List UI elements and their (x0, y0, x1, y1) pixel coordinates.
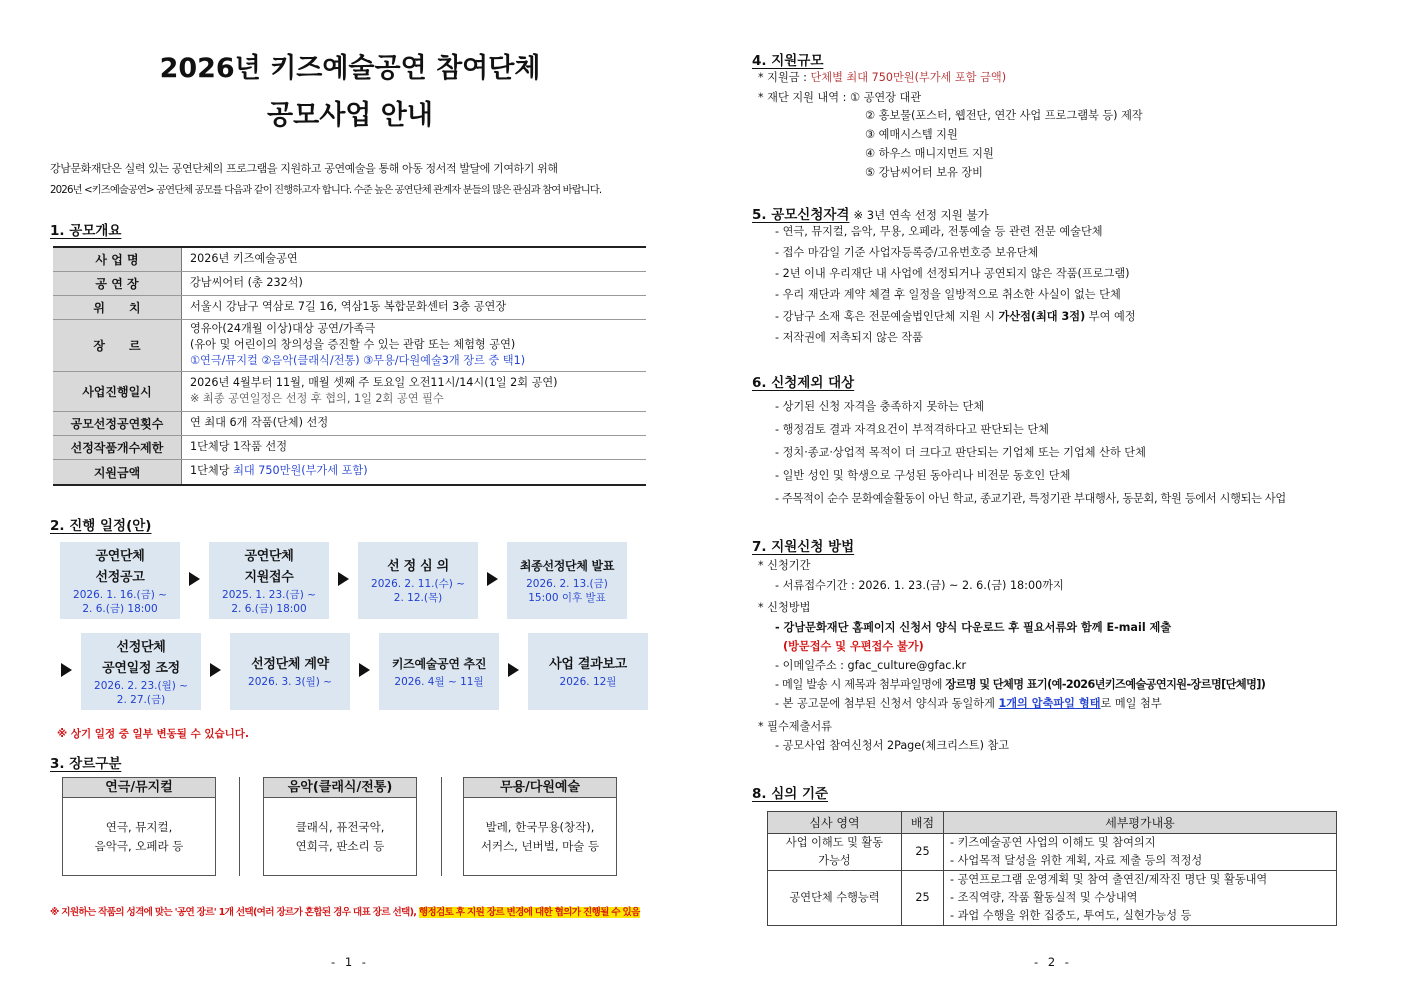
step-date: 2. 6.(금) 18:00 (231, 602, 307, 615)
schedule-step-2 (209, 542, 329, 619)
criteria-header: 세부평가내용 (944, 812, 1337, 834)
schedule-step-6 (230, 633, 350, 710)
overview-label: 사업진행일시 (53, 372, 182, 411)
criteria-header: 심사 영역 (768, 812, 902, 834)
doc-title-line1: 2026년 키즈예술공연 참여단체 (159, 53, 541, 84)
overview-row (53, 436, 646, 460)
step-date: 2. 12.(목) (393, 592, 443, 604)
criteria-detail (944, 834, 1337, 871)
page-1 (0, 0, 700, 992)
genre-body (63, 798, 215, 856)
genre-head: 연극/뮤지컬 (63, 778, 215, 798)
page-2 (703, 0, 1403, 992)
s6-item: - 주목적이 순수 문화예술활동이 아닌 학교, 종교기관, 특정기관 부대행사, 동문회, 학원 등에서 시행되는 사업 (775, 492, 1286, 505)
s5-item: - 2년 이내 우리재단 내 사업에 선정되거나 공연되지 않은 작품(프로그램) (775, 267, 1130, 280)
s7-line: * 신청방법 (758, 601, 811, 614)
step-title: 선정공고 (95, 569, 145, 585)
genre-line: 연희극, 판소리 등 (295, 839, 385, 853)
genre-desc-line3: ①연극/뮤지컬 ②음악(클래식/전통) ③무용/다원예술3개 장르 중 택1) (190, 354, 526, 367)
arrow-right-icon (338, 572, 349, 586)
overview-value: 1단체당 1작품 선정 (190, 440, 287, 453)
s7-line (775, 676, 1265, 694)
section-5-note: ※ 3년 연속 선정 지원 불가 (853, 208, 989, 222)
genre-line: 연극, 뮤지컬, (105, 820, 173, 834)
overview-value (182, 460, 646, 484)
section-2-heading: 2. 진행 일정(안) (50, 518, 152, 534)
overview-value (182, 372, 646, 411)
s5-item (775, 308, 1136, 326)
section-5-title: 5. 공모신청자격 (752, 207, 850, 223)
overview-label: 위 치 (53, 296, 182, 319)
s6-item: - 행정검토 결과 자격요건이 부적격하다고 판단되는 단체 (775, 423, 1049, 436)
section-5-heading (752, 203, 989, 223)
arrow-right-icon (359, 663, 370, 677)
step-date: 2026. 2. 23.(월) ~ (94, 679, 188, 692)
schedule-desc-line2: ※ 최종 공연일정은 선정 후 협의, 1일 2회 공연 필수 (190, 392, 444, 405)
overview-row (53, 412, 646, 436)
criteria-score: 25 (902, 834, 944, 871)
s5-item: - 우리 재단과 계약 체결 후 일정을 일방적으로 취소한 사실이 없는 단체 (775, 288, 1121, 301)
step-date: 2. 6.(금) 18:00 (82, 602, 158, 615)
step-date: 2026. 1. 16.(금) ~ (73, 588, 167, 601)
step-title: 공연단체 (244, 548, 294, 564)
overview-label: 사 업 명 (53, 248, 182, 271)
schedule-step-4 (507, 542, 627, 619)
doc-title-line2: 공모사업 안내 (267, 100, 433, 131)
step-date: 2026. 4월 ~ 11월 (394, 676, 484, 688)
step-title: 최종선정단체 발표 (519, 559, 615, 573)
overview-value: 연 최대 6개 작품(단체) 선정 (190, 416, 329, 429)
overview-row (53, 272, 646, 296)
s4-label: * 지원금 : (758, 71, 811, 84)
overview-label: 공 연 장 (53, 272, 182, 295)
genre-head: 음악(클래식/전통) (264, 778, 416, 798)
genre-body (464, 798, 616, 856)
overview-label: 선정작품개수제한 (53, 436, 182, 459)
criteria-row (768, 871, 1337, 926)
overview-row (53, 248, 646, 272)
section-7-heading: 7. 지원신청 방법 (752, 539, 855, 555)
section-3-heading: 3. 장르구분 (50, 756, 122, 772)
detail-line: - 사업목적 달성을 위한 계획, 자료 제출 등의 적정성 (950, 854, 1203, 867)
area-line: 사업 이해도 및 활동 (785, 836, 884, 849)
s4-line: ③ 예매시스템 지원 (865, 128, 958, 141)
overview-label: 장 르 (53, 320, 182, 371)
s7-line (775, 695, 1162, 713)
step-title: 지원접수 (244, 569, 294, 585)
s4-line (758, 69, 1006, 87)
s5-item: - 접수 마감일 기준 사업자등록증/고유번호증 보유단체 (775, 246, 1039, 259)
schedule-step-7 (379, 633, 499, 710)
arrow-right-icon (210, 663, 221, 677)
step-date: 2026. 3. 3(월) ~ (248, 676, 332, 688)
s5-text: - 강남구 소재 혹은 전문예술법인단체 지원 시 (775, 310, 999, 323)
area-line: 가능성 (818, 854, 851, 867)
genre-box (263, 777, 417, 876)
overview-row (53, 320, 646, 372)
genre-line: 서커스, 넌버벌, 마술 등 (480, 839, 600, 853)
section-1-heading: 1. 공모개요 (50, 223, 122, 239)
arrow-right-icon (61, 663, 72, 677)
s7-line: - 공모사업 참여신청서 2Page(체크리스트) 참고 (775, 739, 1010, 752)
page-number: - 1 - (331, 955, 369, 969)
divider (239, 777, 240, 876)
s7-naming-rule: 장르명 및 단체명 표기(예-2026년키즈예술공연지원-장르명[단체명]) (945, 678, 1266, 691)
s7-zip-rule: 1개의 압축파일 형태 (998, 697, 1101, 710)
overview-value (182, 320, 646, 371)
detail-line: - 조직역량, 작품 활동실적 및 수상내역 (950, 891, 1138, 904)
overview-value: 서울시 강남구 역삼로 7길 16, 역삼1동 복합문화센터 3층 공연장 (190, 300, 507, 313)
s5-text: 부여 예정 (1085, 310, 1136, 323)
s4-line: ⑤ 강남씨어터 보유 장비 (865, 166, 983, 179)
s4-line: * 재단 지원 내역 : ① 공연장 대관 (758, 91, 922, 104)
section-8-heading: 8. 심의 기준 (752, 786, 829, 802)
s7-email: - 이메일주소 : gfac_culture@gfac.kr (775, 659, 967, 672)
s4-line: ② 홍보물(포스터, 웹전단, 연간 사업 프로그램북 등) 제작 (865, 109, 1143, 122)
section-6-heading: 6. 신청제외 대상 (752, 375, 855, 391)
genre-body (264, 798, 416, 856)
support-amount-prefix: 1단체당 (190, 464, 234, 477)
arrow-right-icon (189, 572, 200, 586)
s7-text: - 메일 발송 시 제목과 첨부파일명에 (775, 678, 946, 691)
genre-head: 무용/다원예술 (464, 778, 616, 798)
step-date: 2026. 2. 11.(수) ~ (371, 578, 465, 590)
schedule-step-1 (60, 542, 180, 619)
genre-box (62, 777, 216, 876)
s7-line: - 강남문화재단 홈페이지 신청서 양식 다운로드 후 필요서류와 함께 E-mail 제출 (775, 621, 1172, 634)
s7-line: (방문접수 및 우편접수 불가) (783, 640, 924, 653)
overview-table (53, 246, 646, 486)
s6-item: - 상기된 신청 자격을 충족하지 못하는 단체 (775, 400, 985, 413)
s7-line: * 신청기간 (758, 559, 811, 572)
footnote-highlight: 행정검토 후 지원 장르 변경에 대한 협의가 진행될 수 있음 (418, 907, 640, 918)
s5-item: - 연극, 뮤지컬, 음악, 무용, 오페라, 전통예술 등 관련 전문 예술단체 (775, 225, 1103, 238)
support-amount: 최대 750만원(부가세 포함) (233, 464, 368, 477)
s7-text: - 본 공고문에 첨부된 신청서 양식과 동일하게 (775, 697, 999, 710)
s7-line: - 서류접수기간 : 2026. 1. 23.(금) ~ 2. 6.(금) 18:00까지 (775, 579, 1064, 592)
step-title: 선정단체 (116, 639, 166, 655)
overview-value: 강남씨어터 (총 232석) (190, 276, 303, 289)
step-title: 공연일정 조정 (102, 660, 180, 676)
step-title: 사업 결과보고 (549, 657, 627, 672)
overview-value: 2026년 키즈예술공연 (190, 252, 298, 265)
criteria-header: 배점 (902, 812, 944, 834)
schedule-step-8 (528, 633, 648, 710)
criteria-detail (944, 871, 1337, 926)
step-date: 2026. 12월 (559, 676, 617, 688)
s6-item: - 일반 성인 및 학생으로 구성된 동아리나 비전문 동호인 단체 (775, 469, 1071, 482)
criteria-header-row (768, 812, 1337, 834)
detail-line: - 키즈예술공연 사업의 이해도 및 참여의지 (950, 836, 1156, 849)
section-4-heading: 4. 지원규모 (752, 53, 824, 69)
criteria-area (768, 834, 902, 871)
step-title: 선정단체 계약 (251, 657, 329, 672)
step-title: 선 정 심 의 (387, 559, 449, 574)
criteria-area: 공연단체 수행능력 (768, 871, 902, 926)
overview-label: 지원금액 (53, 460, 182, 484)
step-date: 2. 27.(금) (116, 693, 166, 706)
schedule-desc-line1: 2026년 4월부터 11월, 매월 셋째 주 토요일 오전11시/14시(1일 2회 공연) (190, 376, 558, 389)
s6-item: - 정치·종교·상업적 목적이 더 크다고 판단되는 기업체 또는 기업체 산하 단체 (775, 446, 1146, 459)
criteria-table (767, 811, 1337, 926)
detail-line: - 공연프로그램 운영계획 및 참여 출연진/제작진 명단 및 활동내역 (950, 873, 1268, 886)
s5-item: - 저작권에 저촉되지 않은 작품 (775, 331, 923, 344)
divider (441, 777, 442, 876)
s4-line: ④ 하우스 매니지먼트 지원 (865, 147, 994, 160)
arrow-right-icon (508, 663, 519, 677)
s7-line: * 필수제출서류 (758, 720, 832, 733)
s4-amount: 단체별 최대 750만원(부가세 포함 금액) (810, 71, 1007, 84)
criteria-row (768, 834, 1337, 871)
schedule-step-3 (358, 542, 478, 619)
detail-line: - 과업 수행을 위한 집중도, 투여도, 실현가능성 등 (950, 909, 1192, 922)
intro-line1: 강남문화재단은 실력 있는 공연단체의 프로그램을 지원하고 공연예술을 통해 아동 정서적 발달에 기여하기 위해 (50, 162, 558, 175)
s5-bonus: 가산점(최대 3점) (998, 310, 1086, 323)
genre-footnote (50, 904, 640, 918)
genre-line: 클래식, 퓨전국악, (295, 820, 385, 834)
overview-row (53, 372, 646, 412)
step-title: 키즈예술공연 추진 (391, 657, 487, 671)
arrow-right-icon (487, 572, 498, 586)
step-date: 15:00 이후 발표 (528, 592, 606, 604)
criteria-score: 25 (902, 871, 944, 926)
step-date: 2026. 2. 13.(금) (526, 578, 608, 590)
footnote-text: ※ 지원하는 작품의 성격에 맞는 '공연 장르' 1개 선택(여러 장르가 혼합된 경우 대표 장르 선택), (50, 907, 419, 918)
page-number: - 2 - (1034, 955, 1072, 969)
genre-box (463, 777, 617, 876)
genre-line: 발레, 한국무용(창작), (485, 820, 595, 834)
intro-line2: 2026년 <키즈예술공연> 공연단체 공모를 다음과 같이 진행하고자 합니다. 수준 높은 공연단체 관계자 분들의 많은 관심과 참여 바랍니다. (50, 184, 602, 196)
schedule-step-5 (81, 633, 201, 710)
overview-row (53, 460, 646, 484)
step-title: 공연단체 (95, 548, 145, 564)
step-date: 2025. 1. 23.(금) ~ (222, 588, 316, 601)
genre-desc-line2: (유아 및 어린이의 창의성을 증진할 수 있는 관람 또는 체험형 공연) (190, 338, 516, 351)
overview-row (53, 296, 646, 320)
s7-text: 로 메일 첨부 (1100, 697, 1162, 710)
overview-label: 공모선정공연횟수 (53, 412, 182, 435)
genre-desc-line1: 영유아(24개월 이상)대상 공연/가족극 (190, 322, 376, 335)
schedule-warning: ※ 상기 일정 중 일부 변동될 수 있습니다. (57, 728, 249, 740)
genre-line: 음악극, 오페라 등 (94, 839, 184, 853)
